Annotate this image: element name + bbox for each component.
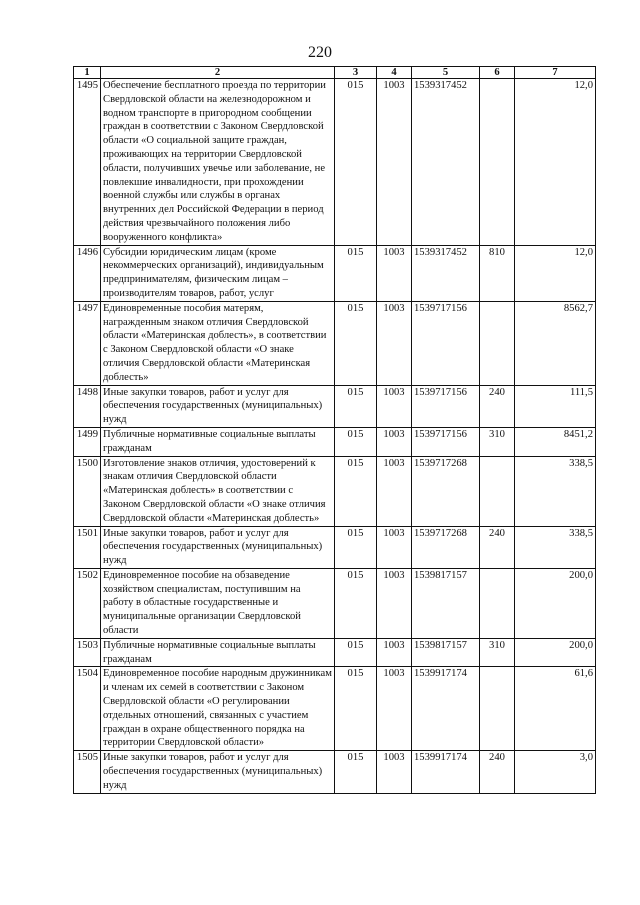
column-header: 2	[101, 67, 335, 79]
row-description: Единовременное пособие на обзаведение хозяйством специалистам, поступившим на работу в областные государственные и муниципальные организации Свердловской области	[101, 568, 335, 638]
row-number: 1498	[74, 385, 101, 427]
target-article-code: 1539717156	[412, 427, 480, 456]
row-description: Обеспечение бесплатного проезда по территории Свердловской области на железнодорожном и водном транспорте в пригородном сообщении граждан в соответствии с Законом Свердловской области «О социальной защите граждан, проживающих на территории Свердловской области, получивших увечье или заболевание, не повлекшие инвалидности, при прохождении военной службы или службы в органах внутренних дел Российской Федерации в период действия чрезвычайного положения либо вооруженного конфликта»	[101, 79, 335, 246]
expense-type-code	[480, 79, 515, 246]
row-description: Иные закупки товаров, работ и услуг для обеспечения государственных (муниципальных) нужд	[101, 751, 335, 793]
target-article-code: 1539817157	[412, 638, 480, 667]
expense-type-code: 240	[480, 385, 515, 427]
column-header: 5	[412, 67, 480, 79]
header-row	[74, 67, 596, 79]
row-number: 1504	[74, 667, 101, 751]
table-row	[74, 456, 596, 526]
amount: 111,5	[515, 385, 596, 427]
ministry-code: 015	[335, 568, 377, 638]
section-code: 1003	[377, 568, 412, 638]
row-number: 1505	[74, 751, 101, 793]
section-code: 1003	[377, 456, 412, 526]
row-description: Публичные нормативные социальные выплаты гражданам	[101, 638, 335, 667]
table-row	[74, 568, 596, 638]
section-code: 1003	[377, 526, 412, 568]
row-number: 1500	[74, 456, 101, 526]
row-number: 1496	[74, 245, 101, 301]
expense-type-code	[480, 301, 515, 385]
table-row	[74, 79, 596, 246]
target-article-code: 1539717268	[412, 456, 480, 526]
ministry-code: 015	[335, 526, 377, 568]
amount: 3,0	[515, 751, 596, 793]
target-article-code: 1539917174	[412, 751, 480, 793]
column-header: 6	[480, 67, 515, 79]
row-number: 1497	[74, 301, 101, 385]
amount: 61,6	[515, 667, 596, 751]
row-description: Изготовление знаков отличия, удостоверений к знакам отличия Свердловской области «Материнская доблесть» в соответствии с Законом Свердловской области «О знаке отличия Свердловской области «Материнская доблесть»	[101, 456, 335, 526]
amount: 12,0	[515, 245, 596, 301]
expense-type-code	[480, 667, 515, 751]
table-row	[74, 301, 596, 385]
row-description: Иные закупки товаров, работ и услуг для обеспечения государственных (муниципальных) нужд	[101, 385, 335, 427]
section-code: 1003	[377, 638, 412, 667]
row-number: 1502	[74, 568, 101, 638]
target-article-code: 1539317452	[412, 245, 480, 301]
amount: 338,5	[515, 526, 596, 568]
target-article-code: 1539717156	[412, 301, 480, 385]
section-code: 1003	[377, 79, 412, 246]
row-description: Единовременные пособия матерям, награжденным знаком отличия Свердловской области «Материнская доблесть», в соответствии с Законом Свердловской области «О знаке отличия Свердловской области «Материнская доблесть»	[101, 301, 335, 385]
expense-type-code: 240	[480, 751, 515, 793]
page-number: 220	[308, 44, 332, 61]
target-article-code: 1539717268	[412, 526, 480, 568]
ministry-code: 015	[335, 385, 377, 427]
amount: 200,0	[515, 638, 596, 667]
target-article-code: 1539917174	[412, 667, 480, 751]
target-article-code: 1539317452	[412, 79, 480, 246]
budget-table	[73, 66, 596, 794]
column-header: 4	[377, 67, 412, 79]
column-header: 7	[515, 67, 596, 79]
table-row	[74, 245, 596, 301]
target-article-code: 1539717156	[412, 385, 480, 427]
section-code: 1003	[377, 751, 412, 793]
expense-type-code: 310	[480, 427, 515, 456]
table-row	[74, 751, 596, 793]
row-number: 1495	[74, 79, 101, 246]
row-description: Субсидии юридическим лицам (кроме некоммерческих организаций), индивидуальным предпринимателям, физическим лицам – производителям товаров, работ, услуг	[101, 245, 335, 301]
ministry-code: 015	[335, 301, 377, 385]
expense-type-code: 240	[480, 526, 515, 568]
ministry-code: 015	[335, 751, 377, 793]
section-code: 1003	[377, 245, 412, 301]
ministry-code: 015	[335, 79, 377, 246]
amount: 8562,7	[515, 301, 596, 385]
column-header: 3	[335, 67, 377, 79]
table-row	[74, 385, 596, 427]
ministry-code: 015	[335, 456, 377, 526]
ministry-code: 015	[335, 667, 377, 751]
row-description: Единовременное пособие народным дружинникам и членам их семей в соответствии с Законом Свердловской области «О регулировании отдельных отношений, связанных с участием граждан в охране общественного порядка на территории Свердловской области»	[101, 667, 335, 751]
section-code: 1003	[377, 667, 412, 751]
section-code: 1003	[377, 385, 412, 427]
target-article-code: 1539817157	[412, 568, 480, 638]
ministry-code: 015	[335, 638, 377, 667]
table-row	[74, 638, 596, 667]
row-number: 1501	[74, 526, 101, 568]
table-row	[74, 526, 596, 568]
section-code: 1003	[377, 427, 412, 456]
row-number: 1499	[74, 427, 101, 456]
table-row	[74, 667, 596, 751]
amount: 8451,2	[515, 427, 596, 456]
ministry-code: 015	[335, 245, 377, 301]
section-code: 1003	[377, 301, 412, 385]
row-description: Иные закупки товаров, работ и услуг для обеспечения государственных (муниципальных) нужд	[101, 526, 335, 568]
expense-type-code: 310	[480, 638, 515, 667]
table-row	[74, 427, 596, 456]
amount: 338,5	[515, 456, 596, 526]
amount: 200,0	[515, 568, 596, 638]
amount: 12,0	[515, 79, 596, 246]
row-number: 1503	[74, 638, 101, 667]
ministry-code: 015	[335, 427, 377, 456]
column-header: 1	[74, 67, 101, 79]
expense-type-code	[480, 456, 515, 526]
row-description: Публичные нормативные социальные выплаты гражданам	[101, 427, 335, 456]
expense-type-code: 810	[480, 245, 515, 301]
expense-type-code	[480, 568, 515, 638]
